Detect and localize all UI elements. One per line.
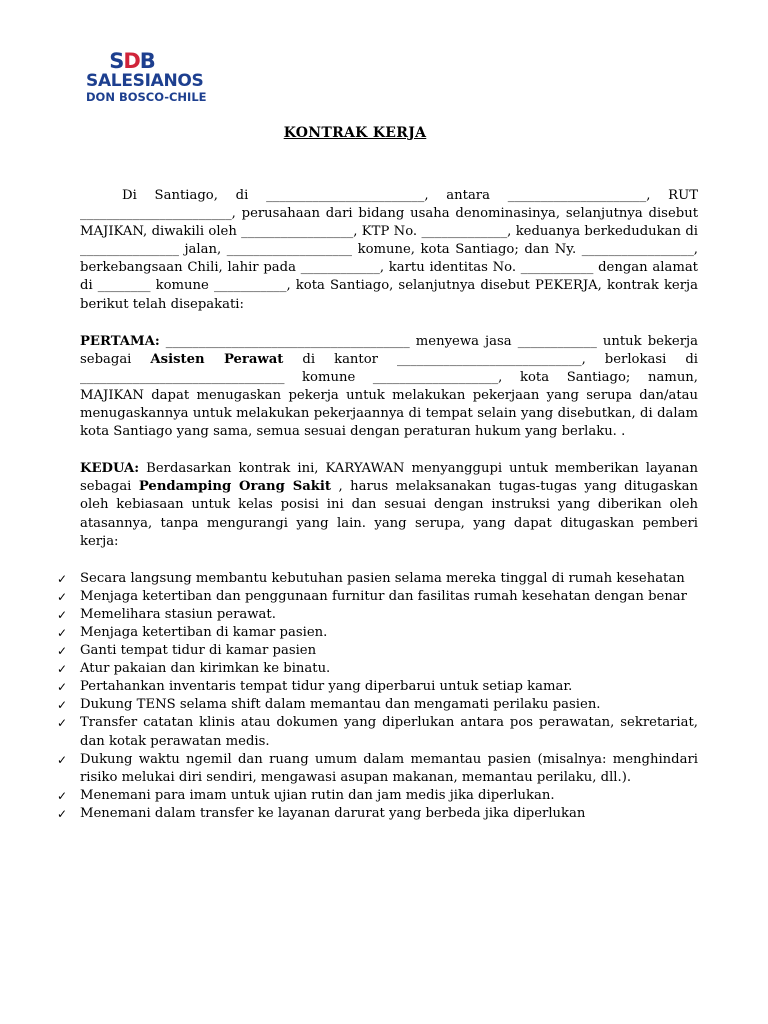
list-item: ✓ Transfer catatan klinis atau dokumen yang diperlukan antara pos perawatan, sekretariat, dan kotak perawatan medis.	[57, 715, 698, 749]
logo-subtitle: DON BOSCO-CHILE	[86, 90, 207, 104]
logo-name: SALESIANOS	[86, 71, 204, 91]
document-title: KONTRAK KERJA	[283, 125, 427, 141]
list-item: ✓ Ganti tempat tidur di kamar pasien	[80, 642, 698, 660]
clause-kedua-label: KEDUA:	[80, 461, 140, 477]
intro-paragraph: Di Santiago, di ________________________, antara _____________________, RUT _______________________, perusahaan dari bidang usaha denominasinya, selanjutnya disebut MAJIKAN, diwakili oleh _________________, KTP No. _____________, keduanya berkedudukan di _______________ jalan, ___________________ komune, kota Santiago; dan Ny. _________________, berkebangsaan Chili, lahir pada ____________, kartu identitas No. ___________ dengan alamat di ________ komune ___________, kota Santiago, selanjutnya disebut PEKERJA, kontrak kerja berikut telah disepakati:	[80, 188, 698, 312]
checkmark-icon: ✓	[57, 571, 68, 586]
list-item: ✓ Secara langsung membantu kebutuhan pasien selama mereka tinggal di rumah kesehatan	[80, 570, 698, 588]
list-item: ✓ Menemani para imam untuk ujian rutin dan jam medis jika diperlukan.	[80, 787, 698, 805]
checkmark-icon: ✓	[57, 607, 68, 622]
clause-kedua: KEDUA: Berdasarkan kontrak ini, KARYAWAN menyanggupi untuk memberikan layanan sebagai Pendamping Orang Sakit , harus melaksanakan tugas-tugas yang ditugaskan oleh kebiasaan untuk kelas posisi ini dan sesuai dengan instruksi yang diberikan oleh atasannya, tanpa mengurangi yang lain. yang serupa, yang dapat ditugaskan pemberi kerja:	[80, 461, 699, 549]
sdb-mark: SDB	[109, 49, 155, 73]
list-item: ✓ Atur pakaian dan kirimkan ke binatu.	[80, 660, 698, 678]
list-item: ✓ Pertahankan inventaris tempat tidur yang diperbarui untuk setiap kamar.	[80, 678, 698, 696]
clause-pertama: PERTAMA: _____________________________________ menyewa jasa ____________ untuk bekerja sebagai Asisten Perawat di kantor ____________________________, berlokasi di _______________________________ komune ___________________, kota Santiago; namun, MAJIKAN dapat menugaskan pekerja untuk melakukan pekerjaan yang serupa dan/atau menugaskannya untuk melakukan pekerjaannya di tempat selain yang disebutkan, di dalam kota Santiago yang sama, semua sesuai dengan peraturan hukum yang berlaku. .	[80, 333, 698, 440]
checkmark-icon: ✓	[57, 680, 68, 695]
checkmark-icon: ✓	[57, 752, 68, 767]
checkmark-icon: ✓	[57, 698, 68, 713]
list-item: ✓ Dukung waktu ngemil dan ruang umum dalam memantau pasien (misalnya: menghindari risiko melukai diri sendiri, mengawasi asupan makanan, memantau perilaku, dll.).	[57, 751, 698, 785]
list-item: ✓ Menemani dalam transfer ke layanan darurat yang berbeda jika diperlukan	[80, 805, 698, 823]
checkmark-icon: ✓	[57, 625, 68, 640]
list-item: ✓ Menjaga ketertiban dan penggunaan furnitur dan fasilitas rumah kesehatan dengan benar	[80, 588, 698, 606]
contract-body	[57, 187, 699, 823]
list-item: ✓ Dukung TENS selama shift dalam memantau dan mengamati perilaku pasien.	[80, 696, 698, 714]
list-item: ✓ Menjaga ketertiban di kamar pasien.	[80, 624, 698, 642]
role-asisten-perawat: Asisten Perawat	[150, 351, 284, 367]
checkmark-icon: ✓	[57, 788, 68, 803]
task-list	[57, 570, 698, 823]
clause-pertama-label: PERTAMA:	[80, 333, 160, 349]
checkmark-icon: ✓	[57, 662, 68, 677]
checkmark-icon: ✓	[57, 716, 68, 731]
checkmark-icon: ✓	[57, 806, 68, 821]
role-pendamping: Pendamping Orang Sakit	[138, 479, 332, 495]
salesianos-logo	[86, 50, 216, 116]
list-item: ✓ Memelihara stasiun perawat.	[80, 606, 698, 624]
checkmark-icon: ✓	[57, 589, 68, 604]
checkmark-icon: ✓	[57, 644, 68, 659]
